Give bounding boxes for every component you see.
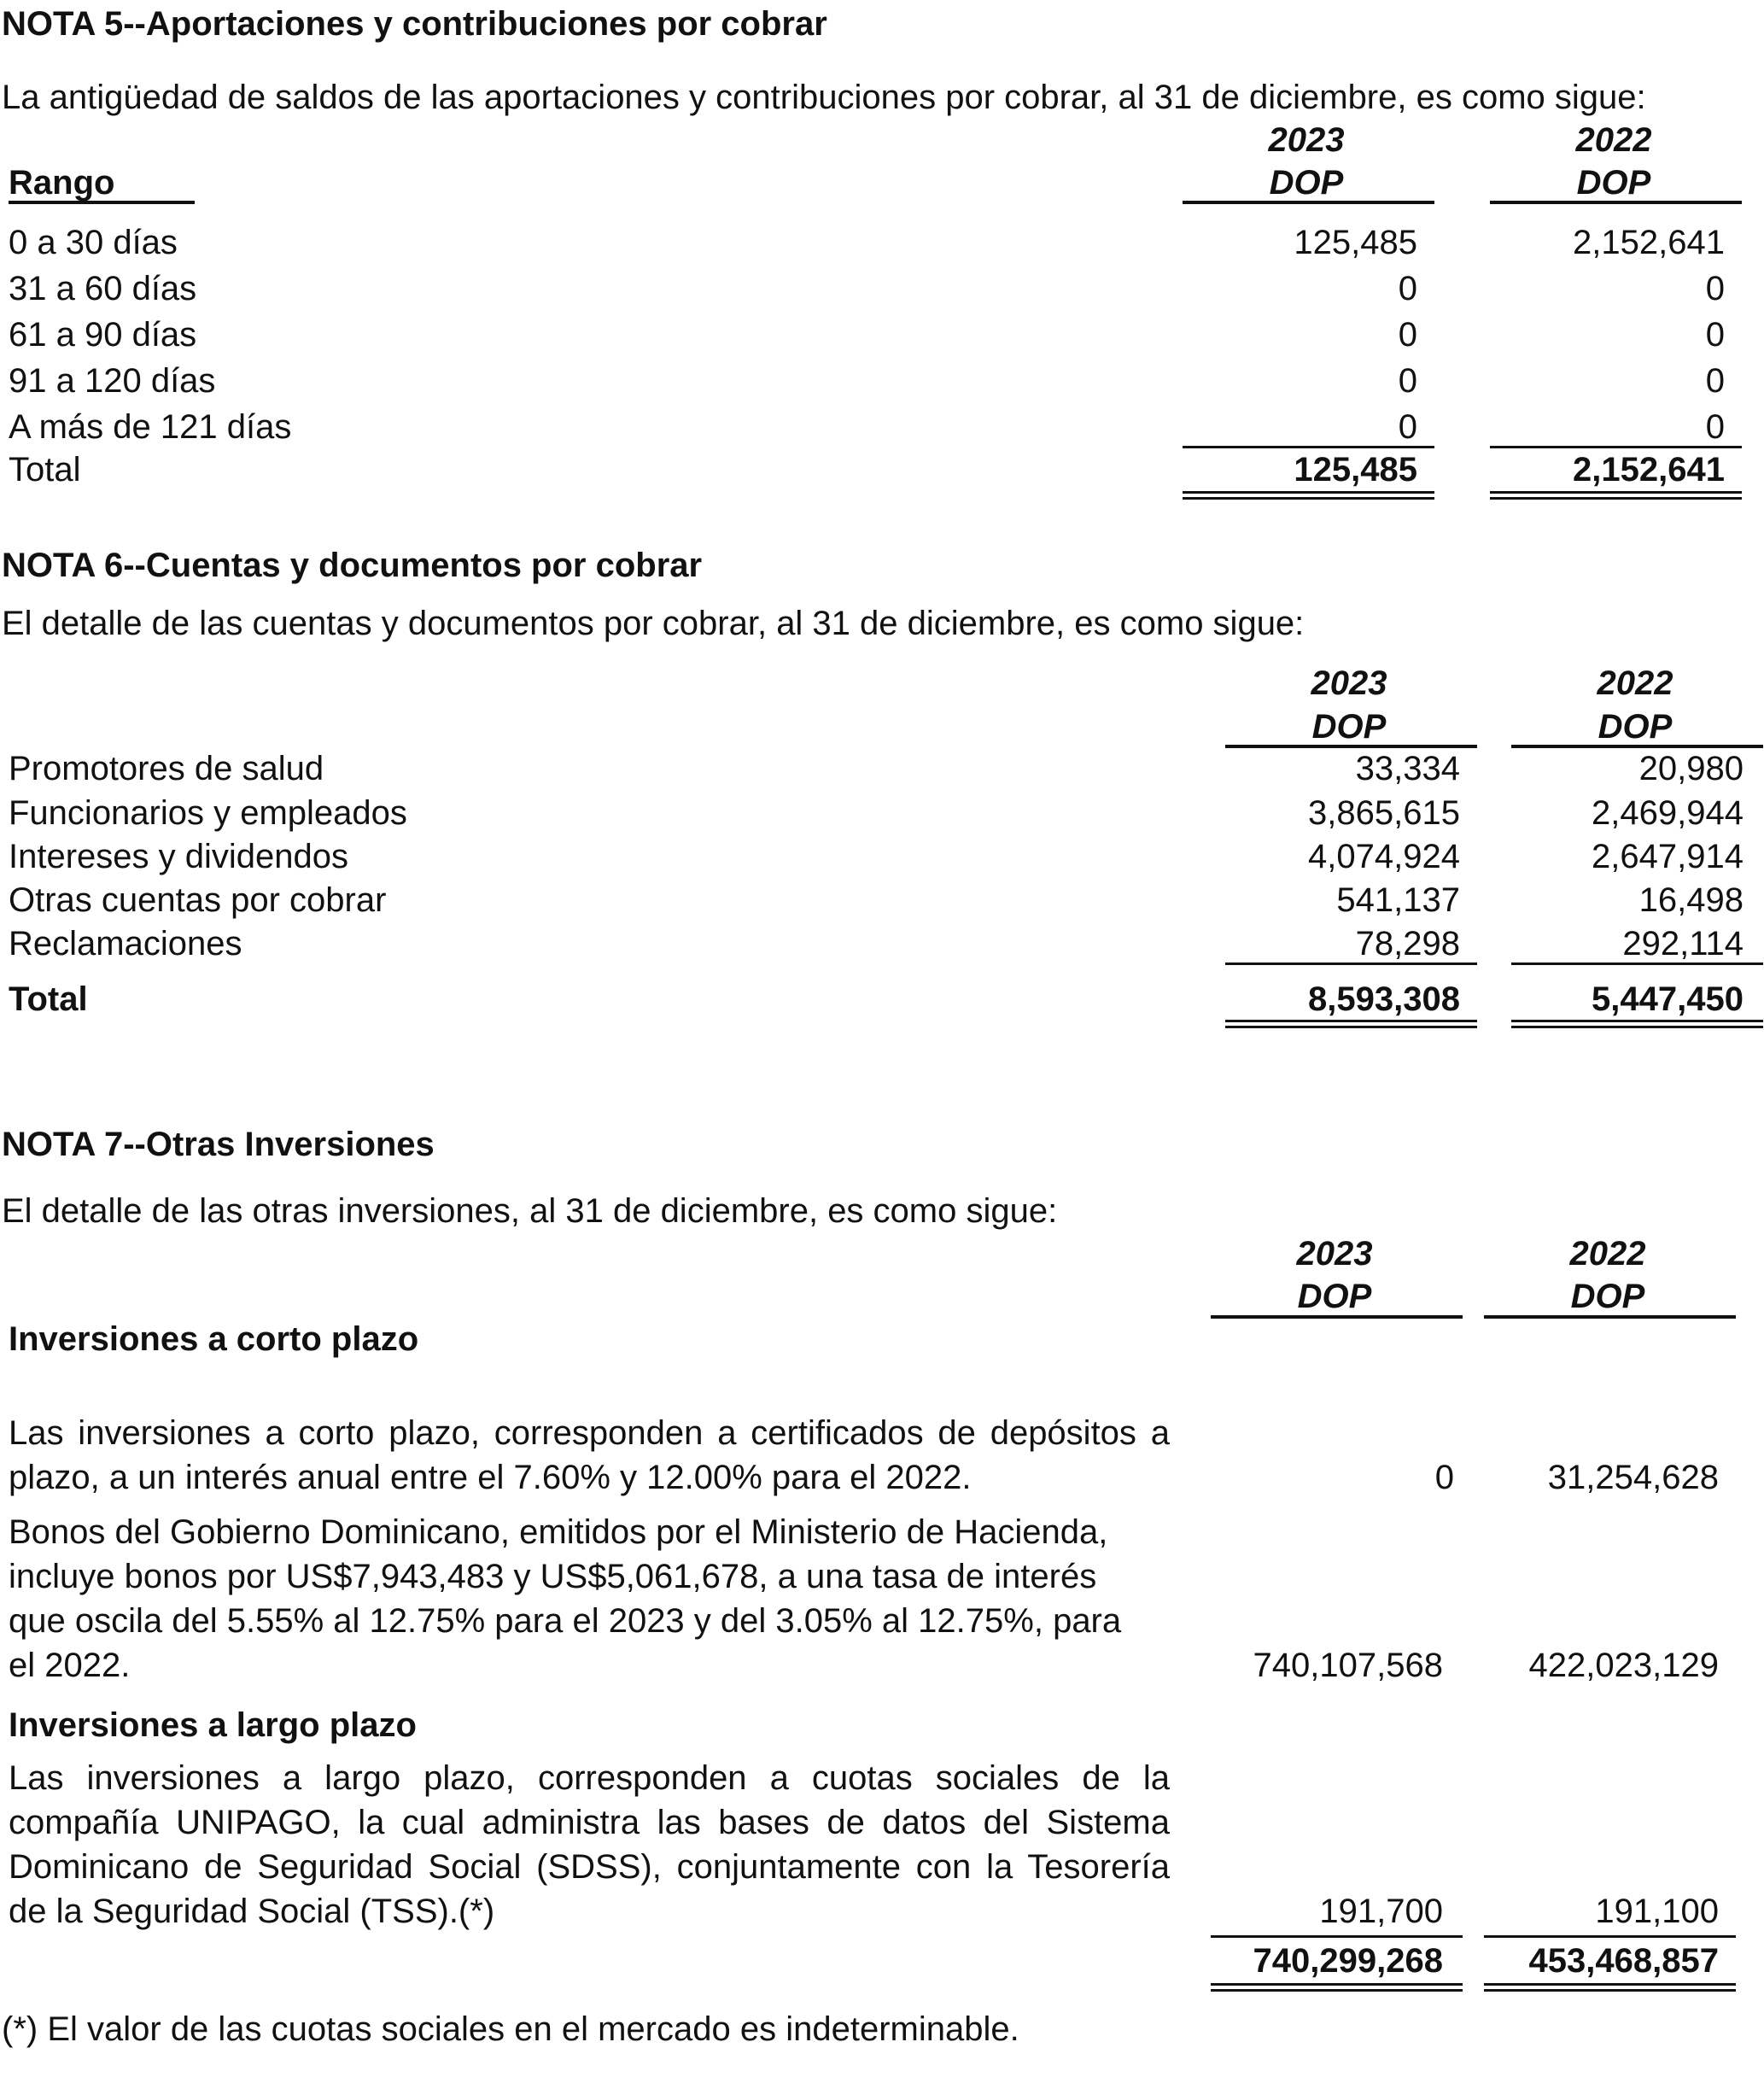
note7-2023-rule: [1211, 1315, 1463, 1319]
note6-year-2022: 2022: [1597, 664, 1673, 702]
table-row-label: 61 a 90 días: [9, 316, 197, 354]
note7-total-2022: 453,468,857: [1528, 1942, 1719, 1980]
note5-year-2023: 2023: [1268, 121, 1345, 159]
table-row-value-2022: 0: [1705, 408, 1725, 446]
table-row-value-2023: 0: [1398, 270, 1417, 307]
table-row-label: 91 a 120 días: [9, 362, 216, 400]
bonds-item-2023: 740,107,568: [1253, 1647, 1443, 1684]
note7-heading: NOTA 7--Otras Inversiones: [2, 1126, 435, 1163]
table-row-value-2022: 2,469,944: [1592, 794, 1744, 832]
note6-intro: El detalle de las cuentas y documentos por cobrar, al 31 de diciembre, es como sigue:: [2, 605, 1305, 642]
note6-currency-2023: DOP: [1311, 708, 1387, 746]
note5-2022-rule: [1490, 201, 1742, 204]
note5-year-2022: 2022: [1575, 121, 1652, 159]
note7-footnote: (*) El valor de las cuotas sociales en el mercado es indeterminable.: [2, 2010, 1019, 2048]
note5-currency-2022: DOP: [1576, 164, 1651, 202]
table-row-value-2023: 0: [1398, 408, 1417, 446]
table-row-value-2023: 33,334: [1355, 750, 1460, 787]
table-row-value-2023: 4,074,924: [1308, 838, 1460, 875]
table-row-value-2023: 541,137: [1336, 881, 1460, 919]
table-row-label: 0 a 30 días: [9, 224, 178, 261]
note6-total-label: Total: [9, 980, 88, 1018]
note6-subtotal-rule-2022: [1511, 963, 1763, 965]
note6-currency-2022: DOP: [1598, 708, 1673, 746]
note5-currency-2023: DOP: [1269, 164, 1344, 202]
note5-col-label: Rango: [9, 164, 115, 202]
note5-intro: La antigüedad de saldos de las aportaciones y contribuciones por cobrar, al 31 de diciembre, es como sigue:: [2, 79, 1646, 116]
note6-heading: NOTA 6--Cuentas y documentos por cobrar: [2, 547, 703, 584]
note7-total-double-rule-2022: [1484, 1983, 1736, 1992]
long-term-item-text: Las inversiones a largo plazo, corresponden a cuotas sociales de la compañía UNIPAGO, la cual administra las bases de datos del Sistema Dominicano de Seguridad Social (SDSS), conjuntamente con la Tesorería de la Seguridad Social (TSS).(*): [9, 1759, 1170, 1930]
table-row-label: Intereses y dividendos: [9, 838, 349, 875]
table-row-value-2022: 0: [1705, 270, 1725, 307]
table-row-value-2022: 2,152,641: [1573, 224, 1725, 261]
short-term-item-2022: 31,254,628: [1547, 1459, 1719, 1496]
note7-currency-2023: DOP: [1297, 1278, 1372, 1315]
table-row-label: Funcionarios y empleados: [9, 794, 407, 832]
table-row-value-2023: 78,298: [1355, 925, 1460, 963]
note7-total-double-rule-2023: [1211, 1983, 1463, 1992]
table-row-value-2023: 0: [1398, 362, 1417, 400]
short-term-item-2023: 0: [1434, 1459, 1454, 1496]
long-term-item-2023: 191,700: [1319, 1893, 1443, 1930]
short-term-item-text: Las inversiones a corto plazo, corresponden a certificados de depósitos a plazo, a un interés anual entre el 7.60% y 12.00% para el 2022.: [9, 1414, 1170, 1496]
note5-total-double-rule-2023: [1183, 491, 1434, 500]
note5-total-2022: 2,152,641: [1573, 451, 1725, 489]
short-term-heading: Inversiones a corto plazo: [9, 1320, 419, 1358]
table-row-label: 31 a 60 días: [9, 270, 197, 307]
note7-year-2023: 2023: [1296, 1235, 1373, 1273]
table-row-value-2023: 125,485: [1294, 224, 1417, 261]
note6-subtotal-rule-2023: [1225, 963, 1477, 965]
table-row-value-2022: 0: [1705, 362, 1725, 400]
table-row-value-2023: 0: [1398, 316, 1417, 354]
table-row-value-2022: 292,114: [1622, 925, 1744, 963]
note5-total-2023: 125,485: [1294, 451, 1417, 489]
note6-total-double-rule-2023: [1225, 1020, 1477, 1028]
note7-intro: El detalle de las otras inversiones, al 31 de diciembre, es como sigue:: [2, 1192, 1058, 1230]
long-term-item-2022: 191,100: [1595, 1893, 1719, 1930]
note7-currency-2022: DOP: [1570, 1278, 1645, 1315]
table-row-label: Reclamaciones: [9, 925, 242, 963]
bonds-item-text: Bonos del Gobierno Dominicano, emitidos por el Ministerio de Hacienda, incluye bonos por US$7,943,483 y US$5,061,678, a una tasa de interés que oscila del 5.55% al 12.75% para el 2023 y del 3.05% al 12.75%, para el 2022.: [9, 1513, 1122, 1684]
note5-total-double-rule-2022: [1490, 491, 1742, 500]
note6-total-double-rule-2022: [1511, 1020, 1763, 1028]
table-row-value-2022: 0: [1705, 316, 1725, 354]
bonds-item-2022: 422,023,129: [1528, 1647, 1719, 1684]
note7-year-2022: 2022: [1569, 1235, 1646, 1273]
note5-2023-rule: [1183, 201, 1434, 204]
note5-label-rule: [9, 201, 195, 204]
note6-total-2023: 8,593,308: [1308, 980, 1460, 1018]
note5-total-label: Total: [9, 451, 81, 489]
note6-year-2023: 2023: [1311, 664, 1387, 702]
long-term-heading: Inversiones a largo plazo: [9, 1706, 417, 1744]
note7-total-2023: 740,299,268: [1253, 1942, 1443, 1980]
note6-total-2022: 5,447,450: [1592, 980, 1744, 1018]
table-row-label: Promotores de salud: [9, 750, 324, 787]
table-row-label: A más de 121 días: [9, 408, 292, 446]
table-row-value-2022: 20,980: [1638, 750, 1744, 787]
note7-subtotal-rule-2022: [1484, 1935, 1736, 1938]
note7-2022-rule: [1484, 1315, 1736, 1319]
table-row-value-2022: 2,647,914: [1592, 838, 1744, 875]
table-row-value-2022: 16,498: [1638, 881, 1744, 919]
table-row-value-2023: 3,865,615: [1308, 794, 1460, 832]
table-row-label: Otras cuentas por cobrar: [9, 881, 387, 919]
note5-heading: NOTA 5--Aportaciones y contribuciones por cobrar: [2, 5, 827, 43]
note7-subtotal-rule-2023: [1211, 1935, 1463, 1938]
